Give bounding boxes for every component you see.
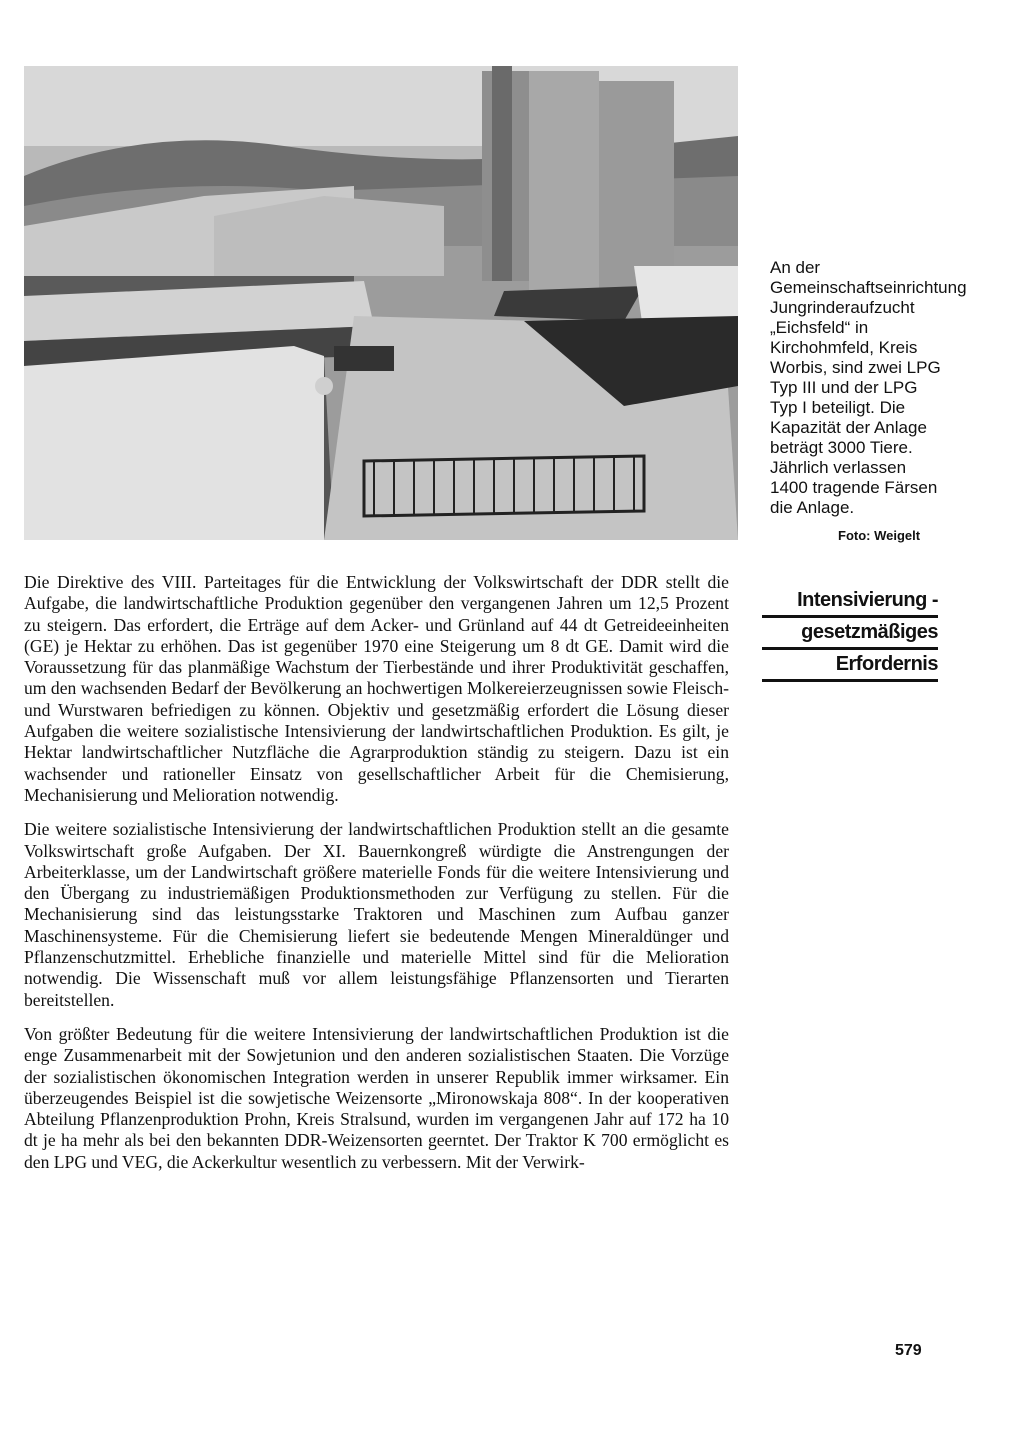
section-heading: [762, 586, 938, 682]
facility-photo-image: [24, 66, 738, 540]
page-number: 579: [895, 1342, 922, 1359]
section-heading-line-2: gesetzmäßiges: [762, 618, 938, 650]
facility-photo: [24, 66, 738, 540]
body-paragraph: Von größter Bedeutung für die weitere Intensivierung der landwirtschaftlichen Produktion ist die enge Zusammenarbeit mit der Sowjetunion und den anderen sozialistischen Staaten. Die Vorzüge der sozialistischen ökonomischen Integration werden in unserer Republik immer wirksamer. Ein überzeugendes Beispiel ist die sowjetische Weizensorte „Mironowskaja 808“. In der kooperativen Abteilung Pflanzenproduktion Prohn, Kreis Stralsund, wurden im vergangenen Jahr auf 172 ha 10 dt je ha mehr als bei den bekannten DDR-Weizensorten geerntet. Der Traktor K 700 ermöglicht es den LPG und VEG, die Ackerkultur wesentlich zu verbessern. Mit der Verwirk-: [24, 1023, 729, 1172]
section-heading-line-3: Erfordernis: [762, 650, 938, 682]
body-paragraph: Die Direktive des VIII. Parteitages für die Entwicklung der Volkswirtschaft der DDR stellt die Aufgabe, die landwirtschaftliche Produktion gegenüber den vergangenen Jahren um 12,5 Prozent zu steigern. Das erfordert, die Erträge auf dem Acker- und Grünland auf 44 dt Getreideeinheiten (GE) je Hektar zu erhöhen. Das ist gegenüber 1970 eine Steigerung um 8 dt GE. Damit wird die Voraussetzung für das planmäßige Wachstum der Tierbestände und ihrer Produktivität geschaffen, um den wachsenden Bedarf der Bevölkerung an hochwertigen Molkereierzeugnissen sowie Fleisch- und Wurstwaren befriedigen zu können. Objektiv und gesetzmäßig erfordert die Lösung dieser Aufgaben die weitere sozialistische Intensivierung der landwirtschaftlichen Produktion. Es gilt, je Hektar landwirtschaftlicher Nutzfläche die Agrarproduktion ständig zu steigern. Dazu ist ein wachsender und rationeller Einsatz von gesellschaftlicher Arbeit für die Chemisierung, Mechanisierung und Melioration notwendig.: [24, 572, 729, 805]
article-body: [24, 572, 729, 1186]
body-paragraph: Die weitere sozialistische Intensivierung der landwirtschaftlichen Produktion stellt an die gesamte Volkswirtschaft große Aufgaben. Der XI. Bauernkongreß würdigte die Anstrengungen der Arbeiterklasse, um der Landwirtschaft größere materielle Fonds für die weitere Intensivierung und den Übergang zu industriemäßigen Produktionsmethoden zur Verfügung zu stellen. Für die Mechanisierung sind das leistungsstarke Traktoren und Maschinen zum Aufbau ganzer Maschinensysteme. Für die Chemisierung liefert sie bedeutende Mengen Mineraldünger und Pflanzenschutzmittel. Erhebliche finanzielle und materielle Mittel sind für die Melioration notwendig. Die Wissenschaft muß vor allem leistungsfähige Pflanzensorten und Tierarten bereitstellen.: [24, 819, 729, 1010]
photo-caption: An der Gemeinschaftseinrichtung Jungrinderaufzucht „Eichsfeld“ in Kirchohmfeld, Kreis Worbis, sind zwei LPG Typ III und der LPG Typ I beteiligt. Die Kapazität der Anlage beträgt 3000 Tiere. Jährlich verlassen 1400 tragende Färsen die Anlage.: [770, 258, 967, 517]
photo-credit: Foto: Weigelt: [838, 528, 921, 543]
section-heading-line-1: Intensivierung -: [762, 586, 938, 618]
